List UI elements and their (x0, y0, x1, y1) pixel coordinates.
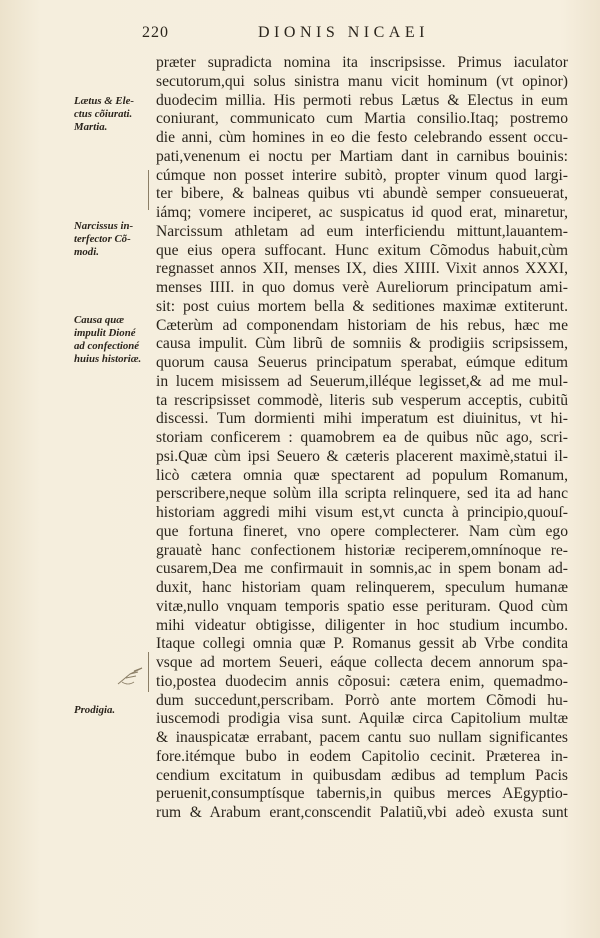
text-line: Itaque collegi omnia quæ P. Romanus gessit ab Vrbe condita (156, 635, 568, 653)
margin-note-prodigia (74, 704, 150, 717)
text-line: dum succedunt,perscribam. Porrò ante mortem Cõmodi hu- (156, 691, 568, 709)
margin-note-line: ctus cõiurati. (74, 108, 133, 120)
margin-note-causa (74, 314, 150, 366)
text-line: menses IIII. in quo domus verè Aureliorum principatum ami- (156, 279, 568, 296)
text-line: regnasset annos XII, menses IX, dies XIIII. Vixit annos XXXI, (156, 260, 568, 278)
text-line: historiam aggredi mihi visum est,vt cuncta à principio,quouſ- (156, 504, 568, 521)
text-line: psi.Quæ cùm ipsi Seuero & cæteris placerent maximè,statui il- (156, 447, 568, 465)
margin-note-narcissus (74, 220, 150, 259)
text-line: grauatè hanc confectionem historiæ reciperem,omnínoque re- (156, 541, 568, 559)
text-line: peruenit,consumptísque tabernis,in quibus merces AEgyptio- (156, 785, 568, 803)
margin-note-line: Causa quæ (74, 314, 125, 326)
text-line: licò cætera omnia quæ spectarent ad populum Romanum, (156, 466, 568, 484)
text-line: secutorum,qui solus sinistra manu vicit hominum (vt opinor) (156, 72, 568, 90)
text-line: que eius opera suffocant. Hunc exitum Cõmodus habuit,cùm (156, 241, 568, 259)
text-line: sit: post cuius mortem bella & seditiones maximæ extiterunt. (156, 297, 568, 315)
margin-note-line: Prodigia. (74, 704, 116, 716)
margin-note-line: huius historiæ. (74, 353, 142, 365)
margin-note-laetus (74, 95, 150, 134)
text-line: ter bibere, & balneas quibus vti abundè semper consueuerat, (156, 185, 568, 203)
text-line: cendium excitatum in quibusdam ædibus ad templum Pacis (156, 766, 568, 784)
text-line: quorum causa Seuerus principatum sperabat, eúmque editum (156, 354, 568, 371)
text-line: vsque ad mortem Seueri, eáque collecta decem annorum spa- (156, 654, 568, 671)
text-line: duodecim millia. His permoti rebus Lætus & Electus in eum (156, 91, 568, 109)
text-line: præter supradicta nomina ita inscripsisse. Primus iaculator (156, 54, 568, 71)
margin-note-line: Narcissus in- (74, 220, 134, 232)
text-line: cúmque non posset interire subitò, propter vinum quod largi- (156, 166, 568, 184)
margin-bracket (148, 170, 155, 210)
text-line: cusarem,Dea me confirmauit in somnis,ac in spem bonam ad- (156, 560, 568, 578)
text-line: iuscemodi prodigia visa sunt. Aquilæ circa Capitolium multæ (156, 710, 568, 728)
margin-note-line: impulit Dioné (74, 327, 136, 339)
page-number: 220 (142, 24, 169, 41)
text-line: ta rescripsisset commodè, literis sub vesperum acceptis, cubitũ (156, 391, 568, 409)
text-line: coniurant, communicato cum Martia consilio.Itaq; postremo (156, 110, 568, 128)
running-head: DIONIS NICAEI (258, 24, 429, 41)
text-line: vitæ,nullo vnquam temporis spatio esse perituram. Quod cùm (156, 597, 568, 615)
text-line: que fortuna fineret, vno opere complecterer. Nam cùm ego (156, 522, 568, 540)
margin-note-line: ad confectioné (74, 340, 140, 352)
text-line: causa impulit. Cùm librũ de somniis & prodigiis scripsissem, (156, 335, 568, 353)
text-line: perscribere,neque solùm illa scripta relinquere, sed ita ad hanc (156, 485, 568, 503)
text-line: in lucem misissem ad Seuerum,illéque legisset,& ad me mul- (156, 372, 568, 390)
text-line: duxit, hanc historiam quam relinquerem, speculum humanæ (156, 579, 568, 596)
margin-note-line: Lætus & Ele- (74, 95, 134, 107)
text-line: die anni, cùm homines in eo die festo celebrando essent occu- (156, 129, 568, 146)
text-line: pati,venenum ei noctu per Martiam dant in carnibus bouinis: (156, 147, 568, 165)
text-line: & inauspicatæ errabant, pacem cantu suo nullam significantes (156, 729, 568, 746)
text-line: Narcissum athletam ad eum interficiendu mittunt,lauantem- (156, 222, 568, 240)
fleuron-icon (116, 656, 146, 690)
margin-note-line: terfector Cõ- (74, 233, 131, 245)
text-line: fore.itémque bubo in eodem Capitolio cecinit. Præterea in- (156, 747, 568, 765)
margin-note-line: Martia. (74, 121, 108, 133)
margin-bracket (148, 652, 155, 692)
page-header (0, 24, 600, 48)
text-line: rum & Arabum erant,conscendit Palatiũ,vbi adeò exusta sunt (156, 804, 568, 821)
text-line: Cæterùm ad componendam historiam de his rebus, hæc me (156, 316, 568, 334)
text-line: tio,postea duodecim annis cõposui: cætera enim, quemadmo- (156, 672, 568, 690)
text-line: discessi. Tum dormienti mihi imperatum est diuinitus, vt hi- (156, 410, 568, 428)
text-line: storiam conficerem : quamobrem ea de quibus nũc ago, scri- (156, 429, 568, 446)
text-line: mihi videatur obtigisse, diligenter in hoc studium incumbo. (156, 616, 568, 634)
body-text (156, 54, 568, 823)
text-line: iámq; vomere inciperet, ac suspicatus id quod erat, minaretur, (156, 204, 568, 221)
margin-note-line: modi. (74, 246, 99, 258)
